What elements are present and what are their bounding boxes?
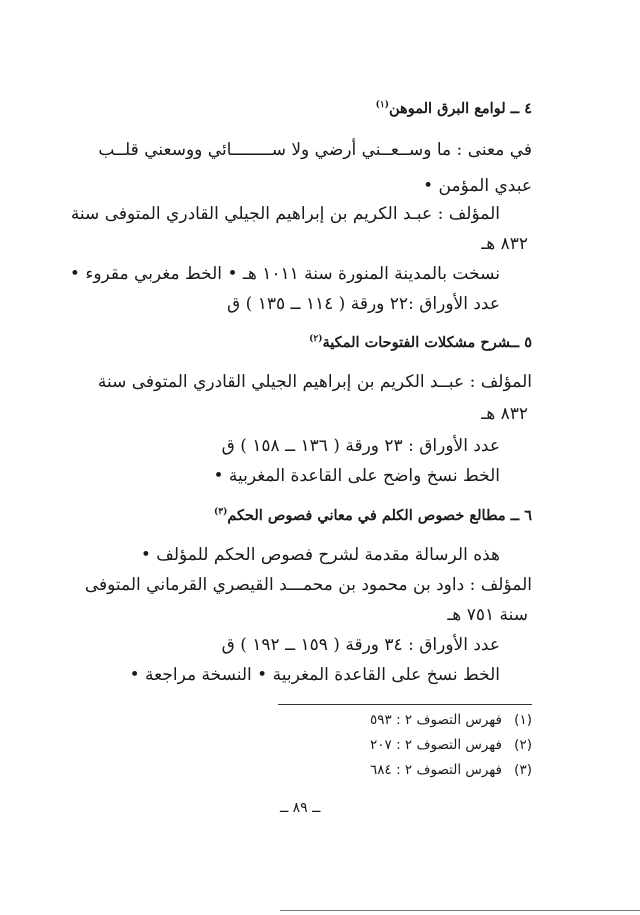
- footnote-1: [370, 712, 532, 728]
- entry-5-leaves: عدد الأوراق : ٢٣ ورقة ( ١٣٦ ــ ١٥٨ ) ق: [221, 436, 500, 456]
- entry-4-leaves: عدد الأوراق :٢٢ ورقة ( ١١٤ ــ ١٣٥ ) ق: [227, 294, 500, 314]
- footnote-3: [370, 762, 532, 778]
- footnote-2: [370, 737, 532, 753]
- footnote-3-text: فهرس التصوف ٢ : ٦٨٤: [370, 762, 502, 778]
- footnote-1-number: (١): [514, 712, 532, 728]
- entry-4-heading: [376, 100, 532, 117]
- entry-5-script: الخط نسخ واضح على القاعدة المغربية •: [213, 466, 500, 486]
- footnote-2-number: (٢): [514, 737, 532, 753]
- entry-6-author-line2: سنة ٧٥١ هـ: [447, 605, 528, 625]
- entry-4-description-line1: في معنى : ما وســعــني أرضي ولا ســــــــائي ووسعني قلــب: [98, 140, 532, 160]
- footnote-ref-3: (٣): [213, 507, 228, 518]
- entry-6-intro: هذه الرسالة مقدمة لشرح فصوص الحكم للمؤلف •: [140, 545, 500, 565]
- entry-4-title: ٤ ــ لوامع البرق الموهن: [389, 100, 532, 117]
- entry-4-copied-note: نسخت بالمدينة المنورة سنة ١٠١١ هـ • الخط مغربي مقروء •: [69, 264, 500, 284]
- footnote-ref-2: (٢): [309, 334, 323, 345]
- entry-4-author-line1: المؤلف : عبـد الكريم بن إبراهيم الجيلي القادري المتوفى سنة: [70, 204, 500, 224]
- entry-6-author-line1: المؤلف : داود بن محمود بن محمـــد القيصري القرماني المتوفى: [84, 575, 532, 595]
- footnote-3-number: (٣): [514, 762, 532, 778]
- entry-6-heading: [214, 507, 532, 524]
- bottom-edge-line: [280, 910, 640, 911]
- entry-4-description-line2: عبدي المؤمن •: [423, 176, 532, 196]
- entry-5-title: ٥ ــشرح مشكلات الفتوحات المكية: [322, 334, 532, 351]
- entry-5-author-line1: المؤلف : عبــد الكريم بن إبراهيم الجيلي القادري المتوفى سنة: [97, 372, 532, 392]
- footnote-ref-1: (١): [375, 100, 390, 111]
- footnote-1-text: فهرس التصوف ٢ : ٥٩٣: [370, 712, 502, 728]
- entry-4-author-line2: ٨٣٢ هـ: [481, 234, 528, 254]
- page-number: ــ ٨٩ ــ: [280, 800, 321, 816]
- entry-6-title: ٦ ــ مطالع خصوص الكلم في معاني فصوص الحكم: [227, 507, 532, 524]
- footnote-separator: [278, 704, 532, 705]
- entry-5-heading: [309, 334, 532, 351]
- entry-6-leaves: عدد الأوراق : ٣٤ ورقة ( ١٥٩ ــ ١٩٢ ) ق: [221, 635, 500, 655]
- entry-6-script: الخط نسخ على القاعدة المغربية • النسخة مراجعة •: [129, 665, 500, 685]
- footnote-2-text: فهرس التصوف ٢ : ٢٠٧: [370, 737, 502, 753]
- entry-5-author-line2: ٨٣٢ هـ: [481, 404, 528, 424]
